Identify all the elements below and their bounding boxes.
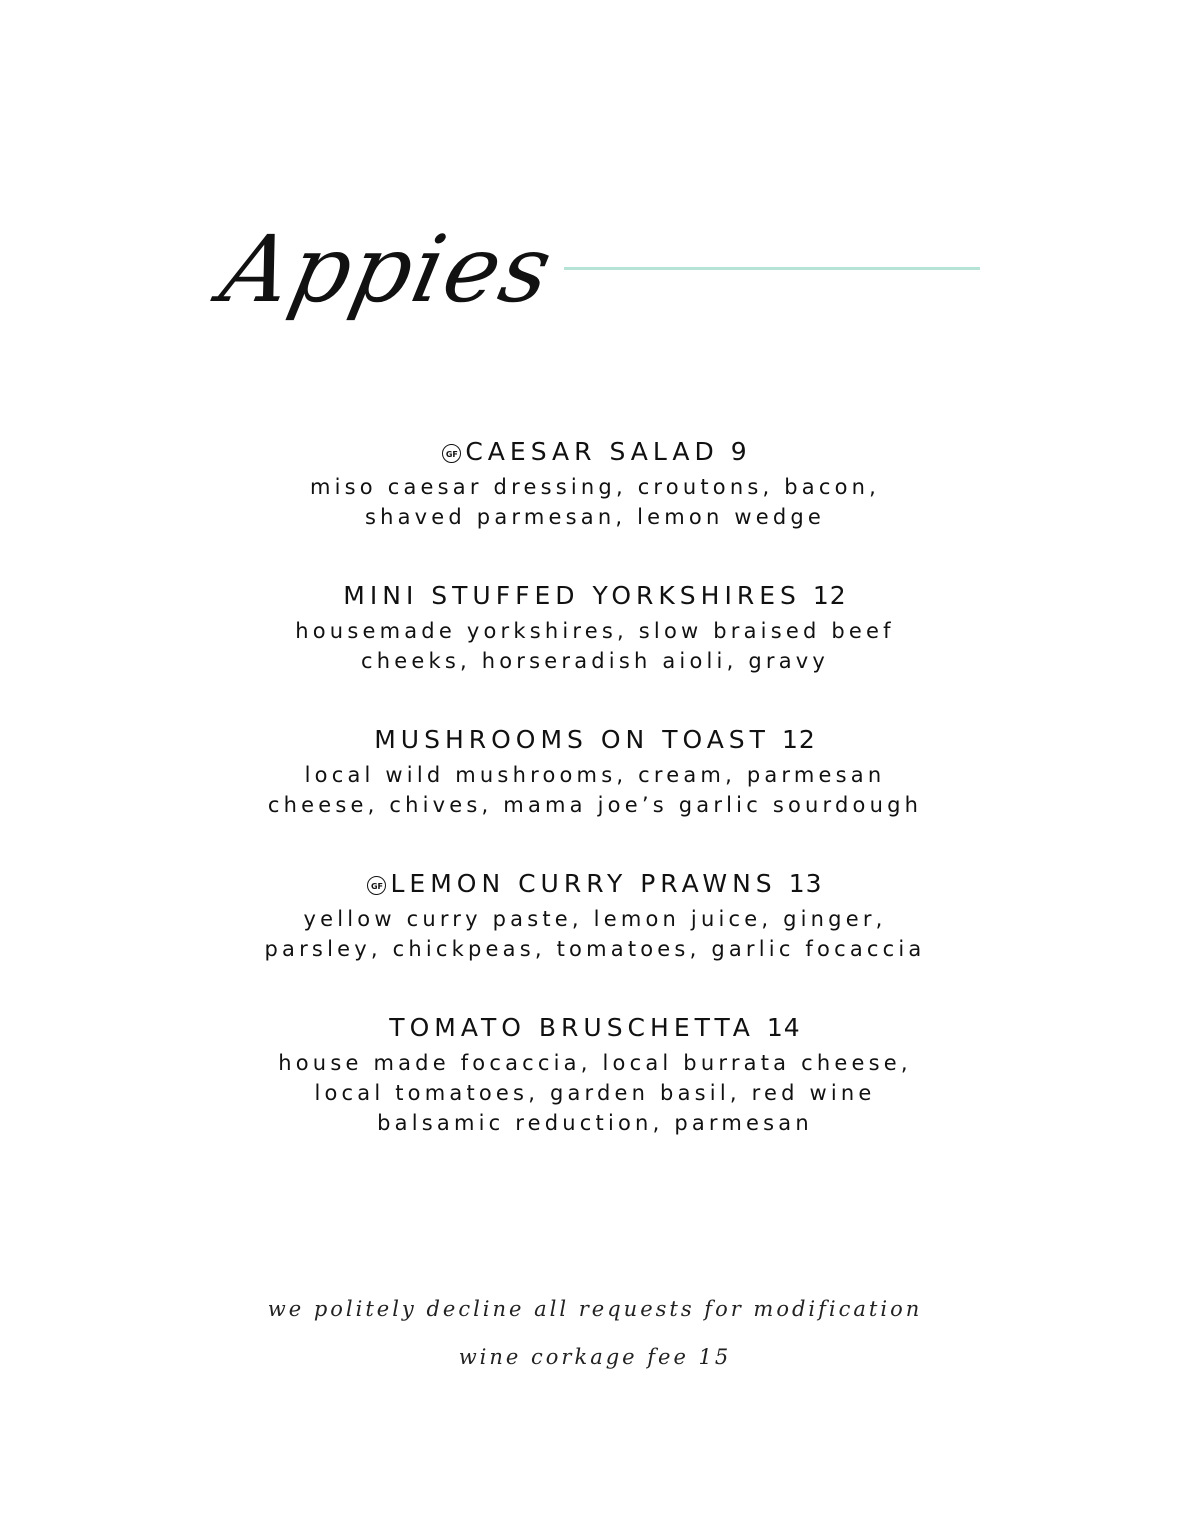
menu-item: [120, 720, 1070, 820]
menu-item: [120, 864, 1070, 964]
menu-item-description: housemade yorkshires, slow braised beef: [295, 619, 895, 643]
menu-item-description: yellow curry paste, lemon juice, ginger,: [303, 907, 887, 931]
title-divider: [564, 267, 980, 270]
menu-item-description: house made focaccia, local burrata cheese,: [278, 1051, 912, 1075]
page-title: Appies: [212, 216, 563, 323]
menu-item-description: local tomatoes, garden basil, red wine: [314, 1081, 876, 1105]
menu-list: [120, 432, 1070, 1182]
modification-policy: we politely decline all requests for modification: [267, 1297, 923, 1321]
menu-item-title: [120, 1008, 1070, 1048]
menu-item-name: MUSHROOMS ON TOAST: [374, 725, 770, 754]
menu-item-description: miso caesar dressing, croutons, bacon,: [309, 475, 881, 499]
menu-item: [120, 432, 1070, 532]
menu-item-name: CAESAR SALAD: [465, 437, 719, 466]
menu-item-description: parsley, chickpeas, tomatoes, garlic focaccia: [264, 937, 926, 961]
menu-item-price: 13: [788, 869, 823, 898]
menu-item-title: [120, 432, 1070, 472]
menu-item-title: [120, 576, 1070, 616]
menu-item-name: MINI STUFFED YORKSHIRES: [343, 581, 801, 610]
menu-item-description: cheese, chives, mama joe’s garlic sourdough: [267, 793, 923, 817]
menu-item: [120, 1008, 1070, 1138]
corkage-fee: wine corkage fee 15: [458, 1345, 732, 1369]
menu-item: [120, 576, 1070, 676]
menu-item-description: balsamic reduction, parmesan: [377, 1111, 813, 1135]
title-row: [212, 215, 982, 325]
menu-item-price: 12: [812, 581, 847, 610]
menu-item-name: TOMATO BRUSCHETTA: [389, 1013, 755, 1042]
menu-footer: [120, 1285, 1070, 1381]
menu-item-name: LEMON CURRY PRAWNS: [390, 869, 777, 898]
menu-item-title: [120, 864, 1070, 904]
menu-item-price: 14: [766, 1013, 801, 1042]
gluten-free-icon: GF: [367, 876, 386, 895]
menu-item-price: 9: [730, 437, 748, 466]
menu-item-price: 12: [781, 725, 816, 754]
menu-item-description: local wild mushrooms, cream, parmesan: [304, 763, 886, 787]
gluten-free-icon: GF: [442, 444, 461, 463]
menu-item-title: [120, 720, 1070, 760]
menu-item-description: cheeks, horseradish aioli, gravy: [360, 649, 830, 673]
menu-item-description: shaved parmesan, lemon wedge: [364, 505, 826, 529]
